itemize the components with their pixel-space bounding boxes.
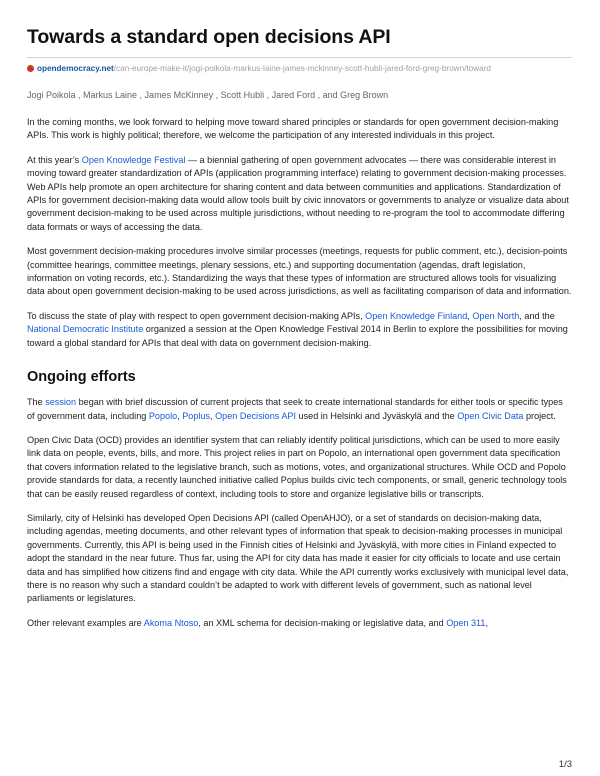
paragraph-intro: In the coming months, we look forward to helping move toward shared principles or standards for open government decision-making APIs. This work is highly political; therefore, we welcome the participation of any interested individuals in this project. xyxy=(27,117,559,141)
site-logo-icon xyxy=(27,65,34,72)
link-national-democratic-institute[interactable]: National Democratic Institute xyxy=(27,324,144,335)
link-akoma-ntoso[interactable]: Akoma Ntoso xyxy=(143,617,199,628)
source-url[interactable] xyxy=(27,64,572,73)
link-open-north[interactable]: Open North xyxy=(472,310,520,321)
link-open-civic-data[interactable]: Open Civic Data xyxy=(457,410,524,421)
paragraph-helsinki: Similarly, city of Helsinki has developed Open Decisions API (called OpenAHJO), or a set of standards on decision-making data, including agendas, meeting documents, and other relevant types of information that speak to decision-making processes in municipal governments. Currently, this API is being used in the Finnish cities of Helsinki and Jyväskylä, with more cities in Finland expected to adopt the standard in the near future. Thus far, using the API for city data has made it easier for city officials to locate and use certain data and has simplified how citizens find and engage with city data. While the API currently works exclusively with municipal level data, there is no reason why such a standard couldn’t be adapted to work with different levels of government, such as national level parliaments or legislatures. xyxy=(27,512,569,604)
article-body xyxy=(27,116,572,641)
paragraph-projects: The session began with brief discussion of current projects that seek to create international standards for either tools or specific types of government data, including Popolo, Poplus, Open Decisions API used in Helsinki and Jyväskylä and the Open Civic Data project. xyxy=(27,397,563,421)
source-site[interactable]: opendemocracy.net xyxy=(37,64,114,73)
paragraph-procedures: Most government decision-making procedures involve similar processes (meetings, requests for public comment, etc.), decision-points (committee hearings, committee meetings, plenary sessions, etc.) and supporting documentation (agendas, draft legislation, information on voting records, etc.). Standardizing the ways that these types of information are structured allows tools for visualizing data about open government decision-making to be used across jurisdictions, as well as facilitating comparison of data and information. xyxy=(27,246,572,297)
author-list: Jogi Poikola , Markus Laine , James McKinney , Scott Hubli , Jared Ford , and Greg Brown xyxy=(27,90,389,100)
source-path[interactable]: /can-europe-make-it/jogi-poikola-markus-laine-james-mckinney-scott-hubli-jared-ford-greg-brown/toward xyxy=(113,64,491,73)
link-open-knowledge-festival[interactable]: Open Knowledge Festival xyxy=(81,154,186,165)
paragraph-other-examples: Other relevant examples are Akoma Ntoso, an XML schema for decision-making or legislative data, and Open 311, xyxy=(27,617,489,628)
link-open-311[interactable]: Open 311 xyxy=(446,617,486,628)
heading-ongoing-efforts: Ongoing efforts xyxy=(27,369,136,386)
paragraph-ocd: Open Civic Data (OCD) provides an identifier system that can reliably identify political jurisdictions, which can be used to more easily link data on people, events, bills, and more. This project relies in part on Popolo, an international open government data specification that covers information related to the legislative branch, such as motions, votes, and organizational structures. While OCD and Popolo provide standards for data, a recently launched initiative called Poplus builds civic tech components, or small, generic technology tools that can be easily reused regardless of context, including tools to store and organize legislative bills or transcripts. xyxy=(27,434,567,499)
link-open-decisions-api[interactable]: Open Decisions API xyxy=(215,410,296,421)
link-session[interactable]: session xyxy=(45,397,77,408)
title-divider xyxy=(27,57,572,58)
page-number: 1/3 xyxy=(558,759,572,770)
paragraph-festival: At this year’s Open Knowledge Festival — a biennial gathering of open government advocates — there was considerable interest in moving toward greater standardization of APIs (application programming interface) relating to government decision-making processes. Web APIs help promote an open architecture for sharing content and data between communities and applications. Standardization of APIs for government decision-making data would allow tools built by civic innovators or governments to analyze or visualize data about government decision-making to be used across multiple jurisdictions, without needing to re-program the tool to accommodate differing data formats or ways of accessing the data. xyxy=(27,154,569,232)
paragraph-session: To discuss the state of play with respect to open government decision-making APIs, Open Knowledge Finland, Open North, and the National Democratic Institute organized a session at the Open Knowledge Festival 2014 in Berlin to explore the possibilities for moving toward a global standard for APIs that deal with data on government decision-making. xyxy=(27,310,568,348)
link-poplus[interactable]: Poplus xyxy=(182,410,211,421)
page-title: Towards a standard open decisions API xyxy=(27,26,391,48)
link-open-knowledge-finland[interactable]: Open Knowledge Finland xyxy=(365,310,468,321)
link-popolo[interactable]: Popolo xyxy=(148,410,178,421)
